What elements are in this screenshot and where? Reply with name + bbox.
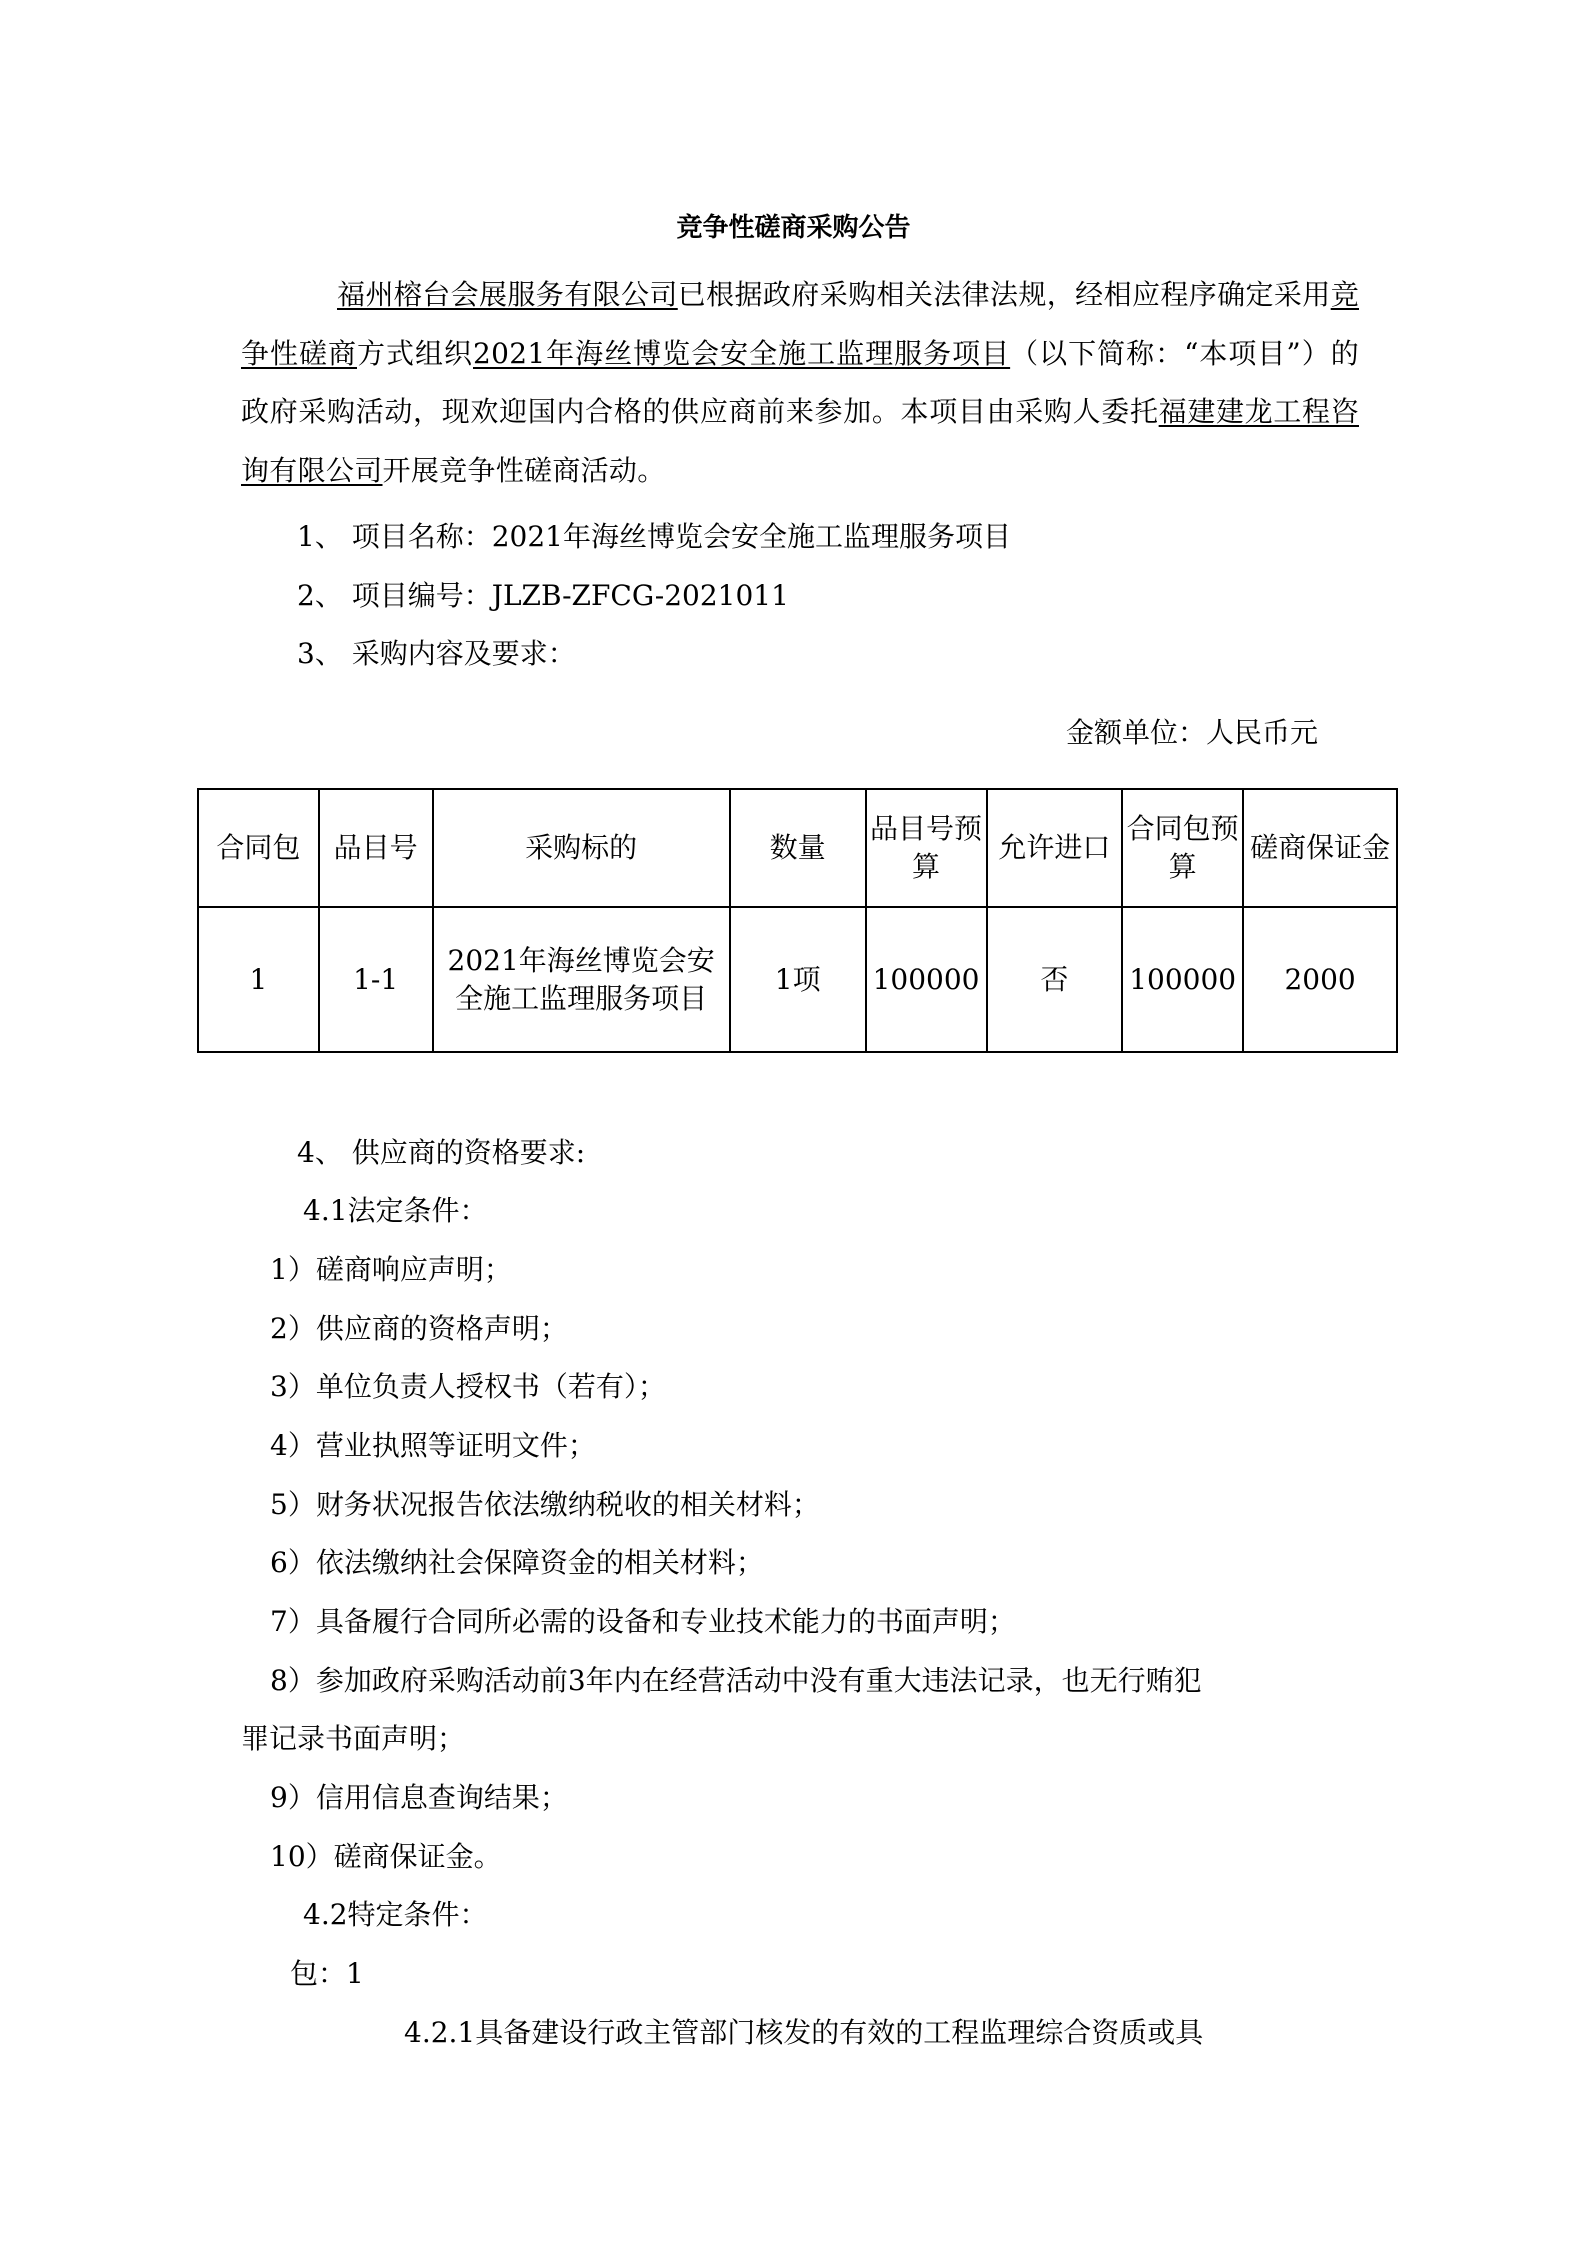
requirement-item: 6）依法缴纳社会保障资金的相关材料； — [270, 1546, 764, 1579]
item-project-code: 2、 项目编号：JLZB-ZFCG-2021011 — [297, 579, 789, 612]
item-project-name: 1、 项目名称：2021年海丝博览会安全施工监理服务项目 — [297, 520, 1011, 553]
header-cell-subject: 采购标的 — [433, 789, 730, 907]
cell-quantity: 1项 — [730, 907, 866, 1052]
table-header-row — [198, 789, 1397, 907]
header-cell-import-allowed: 允许进口 — [987, 789, 1123, 907]
header-cell-quantity: 数量 — [730, 789, 866, 907]
section4-heading: 4、 供应商的资格要求: — [297, 1136, 586, 1169]
header-cell-package-budget: 合同包预算 — [1122, 789, 1243, 907]
cell-item-budget: 100000 — [866, 907, 987, 1052]
requirement-item: 10）磋商保证金。 — [270, 1840, 502, 1873]
intro-paragraph — [241, 266, 1359, 500]
amount-unit: 金额单位：人民币元 — [1066, 716, 1319, 749]
intro-text-4: 开展竞争性磋商活动。 — [382, 453, 666, 487]
cell-contract-package: 1 — [198, 907, 319, 1052]
requirement-item: 7）具备履行合同所必需的设备和专业技术能力的书面声明； — [270, 1605, 1016, 1638]
requirement-item: 2）供应商的资格声明； — [270, 1312, 568, 1345]
requirement-item-continued: 罪记录书面声明； — [241, 1722, 466, 1755]
intro-text-2: 方式组织 — [357, 336, 473, 370]
project-name: 2021年海丝博览会安全施工监理服务项目 — [473, 336, 1011, 370]
cell-deposit: 2000 — [1243, 907, 1397, 1052]
header-cell-deposit: 磋商保证金 — [1243, 789, 1397, 907]
table-row — [198, 907, 1397, 1052]
header-cell-contract-package: 合同包 — [198, 789, 319, 907]
page-title: 竞争性磋商采购公告 — [676, 213, 911, 243]
header-cell-item-budget: 品目号预算 — [866, 789, 987, 907]
requirement-item: 1）磋商响应声明； — [270, 1253, 512, 1286]
requirement-item: 5）财务状况报告依法缴纳税收的相关材料； — [270, 1488, 820, 1521]
section4-2-1-text: 4.2.1具备建设行政主管部门核发的有效的工程监理综合资质或具 — [404, 2016, 1204, 2049]
requirement-item: 9）信用信息查询结果； — [270, 1781, 568, 1814]
requirement-item: 4）营业执照等证明文件； — [270, 1429, 596, 1462]
cell-subject: 2021年海丝博览会安全施工监理服务项目 — [433, 907, 730, 1052]
cell-package-budget: 100000 — [1122, 907, 1243, 1052]
intro-text-3: （以下简称：“本项目”）的政府采购活动，现欢迎国内合格的供应商前来参加。本项目由采购人委托 — [241, 336, 1360, 428]
package-label: 包：1 — [290, 1957, 364, 1990]
item-procurement-content: 3、 采购内容及要求： — [297, 637, 576, 670]
section4-2-heading: 4.2特定条件： — [303, 1898, 488, 1931]
requirement-item: 3）单位负责人授权书（若有）； — [270, 1370, 666, 1403]
cell-item-no: 1-1 — [319, 907, 433, 1052]
requirement-item: 8）参加政府采购活动前3年内在经营活动中没有重大违法记录，也无行贿犯 — [270, 1664, 1202, 1697]
purchaser-name: 福州榕台会展服务有限公司 — [337, 278, 678, 311]
section4-1-heading: 4.1法定条件： — [303, 1194, 488, 1227]
header-cell-item-no: 品目号 — [319, 789, 433, 907]
procurement-table — [197, 788, 1398, 1053]
cell-import-allowed: 否 — [987, 907, 1123, 1052]
procurement-method: 竞争性磋商 — [241, 278, 1359, 370]
intro-text-1: 已根据政府采购相关法律法规，经相应程序确定采用 — [677, 278, 1331, 311]
agency-name: 福建建龙工程咨询有限公司 — [241, 395, 1359, 487]
